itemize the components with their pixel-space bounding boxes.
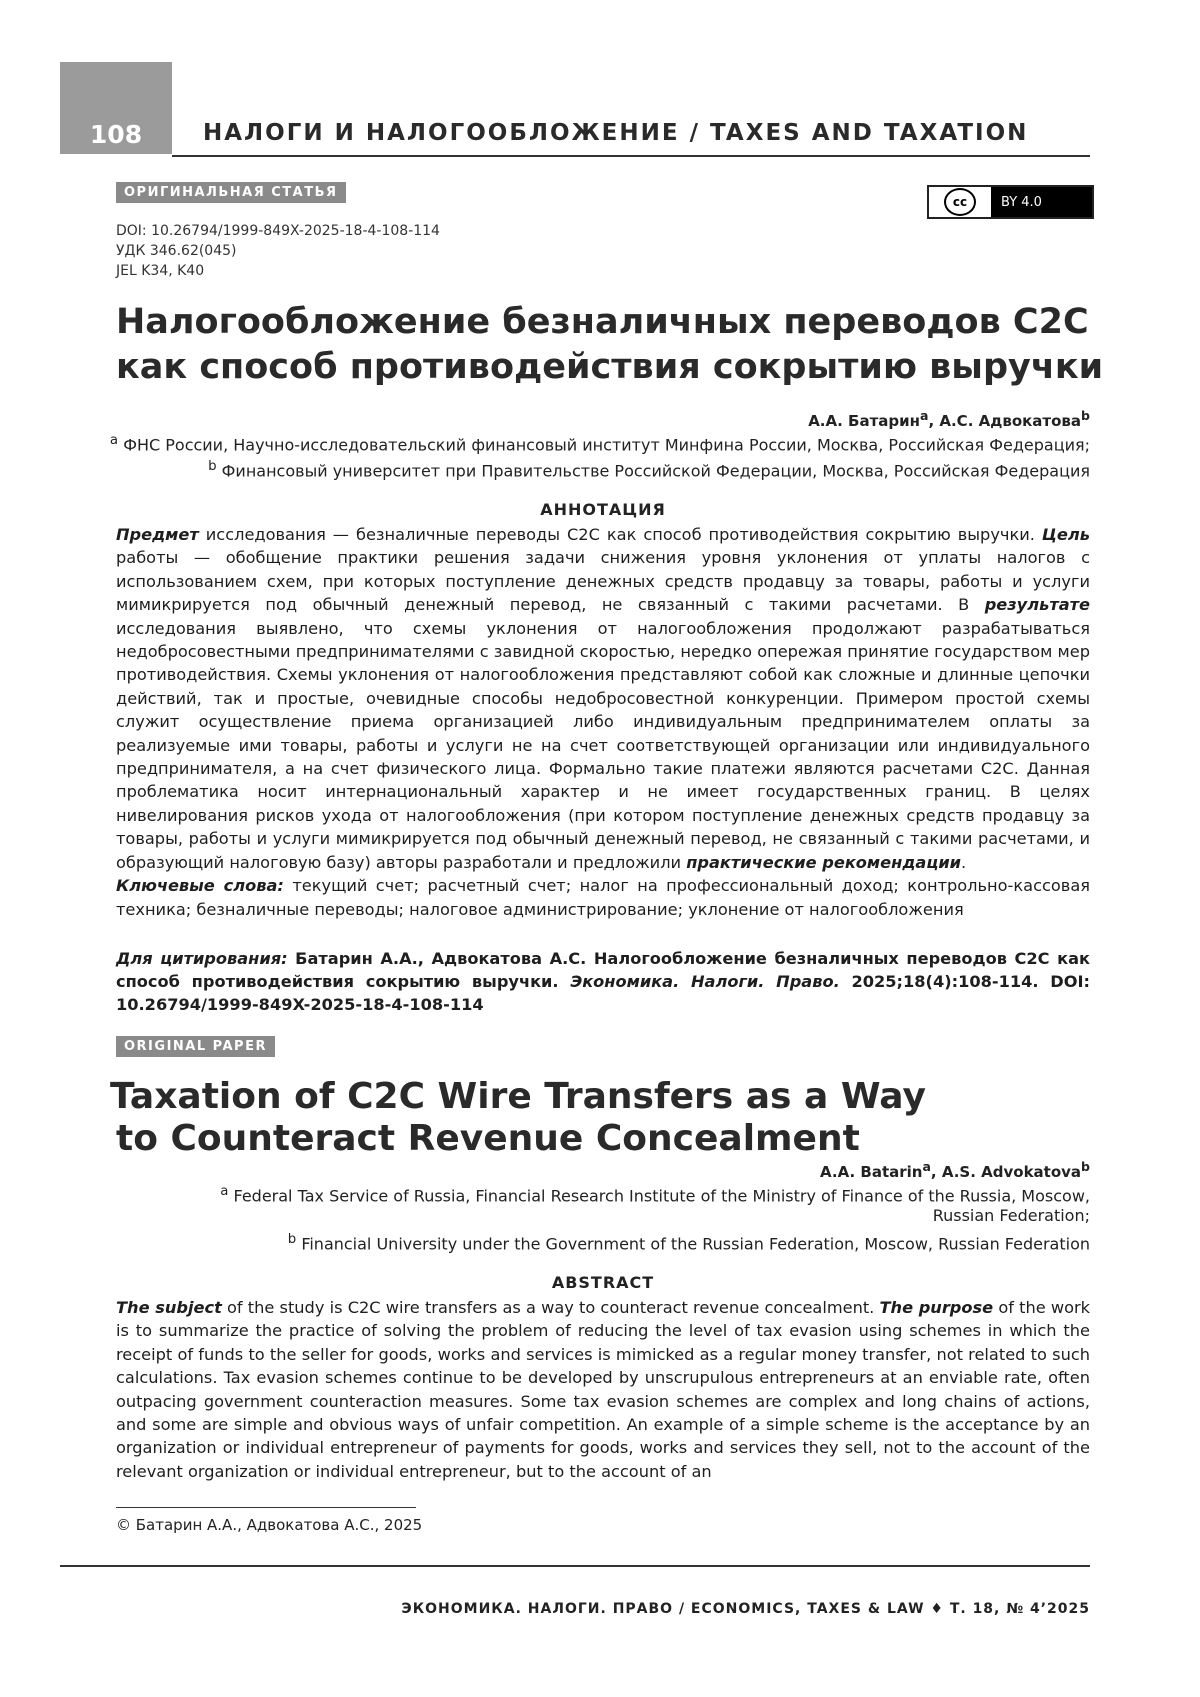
footnote-rule — [116, 1507, 416, 1508]
ru-author-1: А.А. Батарин — [808, 412, 921, 430]
ru-author-2-sup: b — [1081, 408, 1090, 423]
ru-practical-label: практические рекомендации — [686, 852, 962, 872]
ru-affiliation-a-sup: a — [109, 433, 119, 448]
en-title-line1: Taxation of C2C Wire Transfers as a Way — [110, 1076, 926, 1117]
en-purpose-label: The purpose — [879, 1298, 994, 1317]
ru-abstract — [116, 523, 1090, 921]
ru-title-line2: как способ противодействия сокрытию выручки — [116, 347, 1104, 387]
ru-keywords-text: текущий счет; расчетный счет; налог на профессиональный доход; контрольно-кассовая техника; безналичные переводы; налоговое администрирование; уклонение от налогообложения — [116, 876, 1090, 919]
en-affiliation-b-sup: b — [287, 1232, 297, 1247]
ru-abstract-end: . — [961, 852, 967, 872]
copyright-footnote: © Батарин А.А., Адвокатова А.С., 2025 — [116, 1516, 423, 1534]
citation-journal: Экономика. Налоги. Право. — [570, 972, 840, 991]
en-authors — [820, 1159, 1090, 1181]
original-article-badge: ОРИГИНАЛЬНАЯ СТАТЬЯ — [116, 182, 346, 203]
ru-authors — [808, 408, 1090, 430]
journal-footer — [401, 1601, 1090, 1617]
ru-title-line1: Налогообложение безналичных переводов C2C — [116, 302, 1089, 342]
ru-author-2: , А.С. Адвокатова — [928, 412, 1082, 430]
en-author-1-sup: a — [922, 1159, 931, 1174]
page-number: 108 — [89, 120, 143, 149]
ru-abstract-heading: АННОТАЦИЯ — [540, 500, 666, 519]
en-subject-text: of the study is C2C wire transfers as a way to counteract revenue concealment. — [221, 1298, 880, 1317]
en-abstract-heading: ABSTRACT — [551, 1273, 655, 1292]
en-author-2: , A.S. Advokatova — [930, 1163, 1082, 1181]
en-author-1: A.A. Batarin — [820, 1163, 923, 1181]
en-affiliation-a-text: Federal Tax Service of Russia, Financial Research Institute of the Ministry of Finance of the Russia, Moscow, — [233, 1186, 1090, 1206]
footer-rule — [60, 1565, 1090, 1567]
en-title-line2: to Counteract Revenue Concealment — [116, 1118, 860, 1159]
citation-label: Для цитирования: — [116, 949, 288, 968]
citation-text-2: 2025;18(4):108-114. DOI: 10.26794/1999-849X-2025-18-4-108-114 — [116, 972, 1090, 1014]
journal-name: ЭКОНОМИКА. НАЛОГИ. ПРАВО / ECONOMICS, TAXES & LAW — [401, 1601, 925, 1617]
diamond-icon: ♦ — [930, 1601, 944, 1617]
udk: УДК 346.62(045) — [116, 243, 237, 259]
ru-affiliation-b — [208, 454, 1090, 484]
en-abstract — [116, 1296, 1090, 1483]
cc-icon: cc — [944, 188, 976, 216]
ru-subject-label: Предмет — [116, 525, 199, 544]
ru-result-label: результате — [984, 595, 1090, 615]
en-affiliation-b-text: Financial University under the Government of the Russian Federation, Moscow, Russian Federation — [301, 1234, 1090, 1254]
cc-license-label: BY 4.0 — [1001, 194, 1042, 210]
en-subject-label: The subject — [116, 1298, 222, 1317]
ru-keywords-label: Ключевые слова: — [116, 876, 284, 896]
citation-text-1: Батарин А.А., Адвокатова А.С. Налогообложение безналичных переводов C2C как способ противодействия сокрытию выручки. — [116, 949, 1091, 991]
ru-affiliation-a-text: ФНС России, Научно-исследовательский финансовый институт Минфина России, Москва, Российская Федерация; — [123, 435, 1090, 455]
ru-subject-text: исследования — безналичные переводы C2C как способ противодействия сокрытию выручки. — [198, 525, 1042, 544]
section-title: НАЛОГИ И НАЛОГООБЛОЖЕНИЕ / TAXES AND TAXATION — [203, 120, 1029, 146]
journal-issue: Т. 18, № 4’2025 — [949, 1601, 1090, 1617]
en-affiliation-a-sup: a — [220, 1184, 229, 1199]
ru-purpose-label: Цель — [1041, 525, 1090, 544]
en-affiliation-a-cont: Russian Federation; — [932, 1206, 1090, 1225]
cc-logo-area — [929, 187, 991, 217]
en-affiliation-b — [288, 1227, 1090, 1257]
ru-citation — [116, 947, 1090, 1016]
ru-affiliation-b-sup: b — [208, 459, 217, 474]
doi[interactable]: DOI: 10.26794/1999-849X-2025-18-4-108-114 — [116, 223, 440, 239]
original-paper-badge: ORIGINAL PAPER — [116, 1036, 275, 1057]
ru-result-text: исследования выявлено, что схемы уклонения от налогообложения продолжают разрабатываться недобросовестными предпринимателями с завидной скоростью, нередко опережая принятие государством мер противодействия. Схемы уклонения от налогообложения представляют собой как сложные и длинные цепочки действий, так и простые, очевидные способы недобросовестной конкуренции. Примером простой схемы служит осуществление приема организацией либо индивидуальным предпринимателем оплаты за реализуемые ими товары, работы и услуги не на счет соответствующей организации или индивидуального предпринимателя, а на счет физического лица. Формально такие платежи являются расчетами C2C. Данная проблематика носит интернациональный характер и не имеет государственных границ. В целях нивелирования рисков ухода от налогообложения (при котором поступление денежных средств продавцу за товары, работы и услуги мимикрируется под обычный денежный перевод, не связанный с такими расчетами, и образующий налоговую базу) авторы разработали и предложили — [116, 618, 1090, 872]
ru-affiliation-b-text: Финансовый университет при Правительстве Российской Федерации, Москва, Российская Федерация — [221, 461, 1090, 481]
en-purpose-text: of the work is to summarize the practice of solving the problem of reducing the level of tax evasion using schemes in which the receipt of funds to the seller for goods, works and services is mimicked as a regular money transfer, not related to such calculations. Tax evasion schemes continue to be developed by unscrupulous entrepreneurs at an enviable rate, often outpacing government counteraction measures. Some tax evasion schemes are complex and long chains of actions, and some are simple and obvious ways of unfair competition. An example of a simple scheme is the acceptance by an organization or individual entrepreneur of payments for goods, works and services they sell, not to the account of the relevant organization or individual entrepreneur, but to the account of an — [116, 1298, 1091, 1481]
jel-codes: JEL K34, K40 — [116, 263, 205, 279]
cc-license-badge[interactable] — [927, 185, 1094, 219]
ru-purpose-text: работы — обобщение практики решения задачи снижения уровня уклонения от уплаты налогов с использованием схем, при которых поступление денежных средств продавцу за товары, работы и услуги мимикрируется под обычный денежный перевод, не связанный с такими расчетами. В — [116, 548, 1090, 615]
ru-author-1-sup: a — [920, 408, 929, 423]
en-author-2-sup: b — [1081, 1159, 1090, 1174]
header-rule — [172, 155, 1090, 157]
